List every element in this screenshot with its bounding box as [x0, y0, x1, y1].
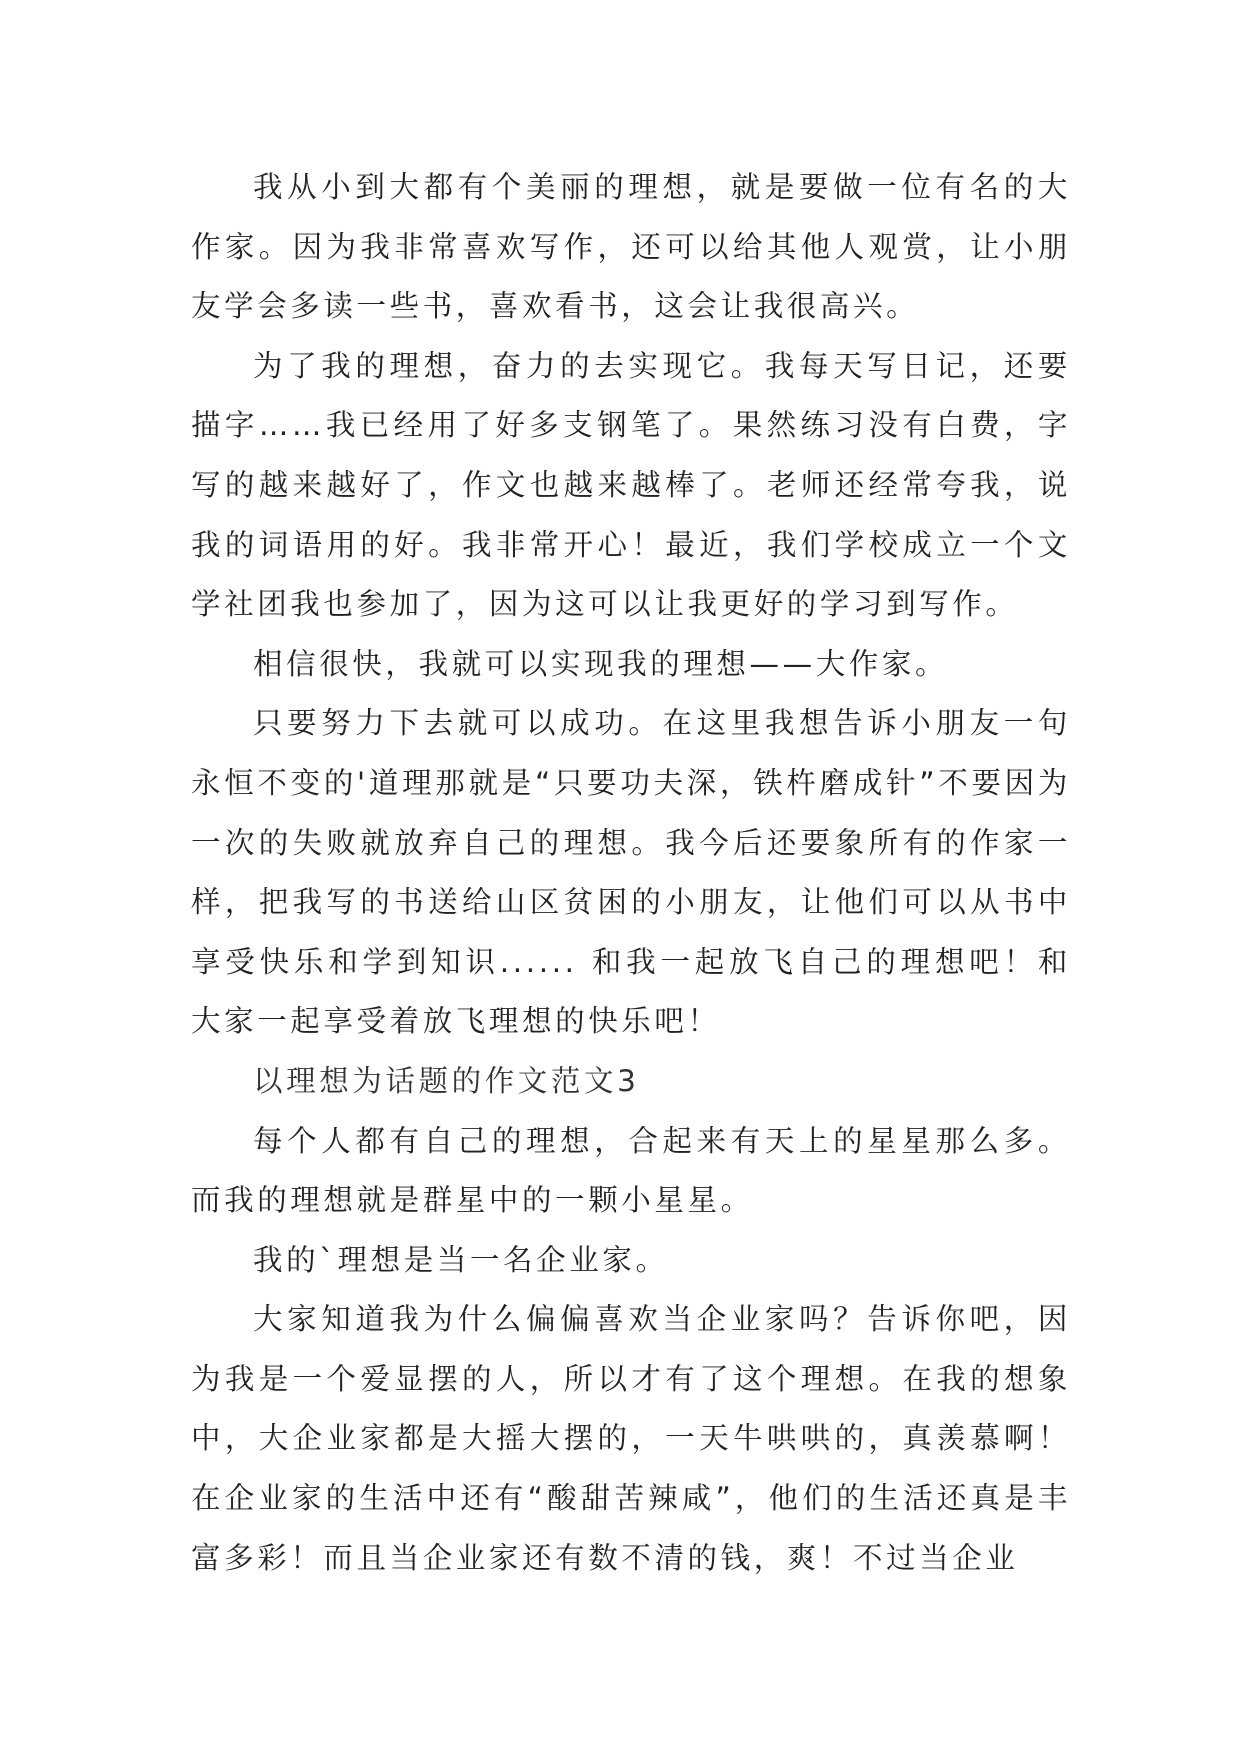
paragraph-dream-writer: 我从小到大都有个美丽的理想，就是要做一位有名的大作家。因为我非常喜欢写作，还可以给其他人观赏，让小朋友学会多读一些书，喜欢看书，这会让我很高兴。	[191, 170, 1071, 324]
section-heading: 以理想为话题的作文范文3	[253, 1063, 640, 1098]
paragraph-keep-working: 只要努力下去就可以成功。在这里我想告诉小朋友一句永恒不变的'道理那就是“只要功夫深，铁杵磨成针”不要因为一次的失败就放弃自己的理想。我今后还要象所有的作家一样，把我写的书送给山区贫困的小朋友，让他们可以从书中享受快乐和学到知识...... 和我一起放飞自己的理想吧！和大家一起享受着放飞理想的快乐吧！	[191, 706, 1071, 1039]
paragraph-everyone-dream: 每个人都有自己的理想，合起来有天上的星星那么多。而我的理想就是群星中的一颗小星星。	[191, 1123, 1071, 1218]
document-body	[191, 158, 1071, 1588]
paragraph-practice-writing: 为了我的理想，奋力的去实现它。我每天写日记，还要描字……我已经用了好多支钢笔了。果然练习没有白费，字写的越来越好了，作文也越来越棒了。老师还经常夸我，说我的词语用的好。我非常开心！最近，我们学校成立一个文学社团我也参加了，因为这可以让我更好的学习到写作。	[191, 348, 1071, 622]
paragraph-why-entrepreneur: 大家知道我为什么偏偏喜欢当企业家吗？告诉你吧，因为我是一个爱显摆的人，所以才有了这个理想。在我的想象中，大企业家都是大摇大摆的，一天牛哄哄的，真羡慕啊！在企业家的生活中还有“酸甜苦辣咸”，他们的生活还真是丰富多彩！而且当企业家还有数不清的钱，爽！不过当企业	[191, 1302, 1071, 1575]
paragraph-believe: 相信很快，我就可以实现我的理想——大作家。	[253, 646, 949, 681]
paragraph-entrepreneur-dream: 我的`理想是当一名企业家。	[253, 1242, 669, 1277]
